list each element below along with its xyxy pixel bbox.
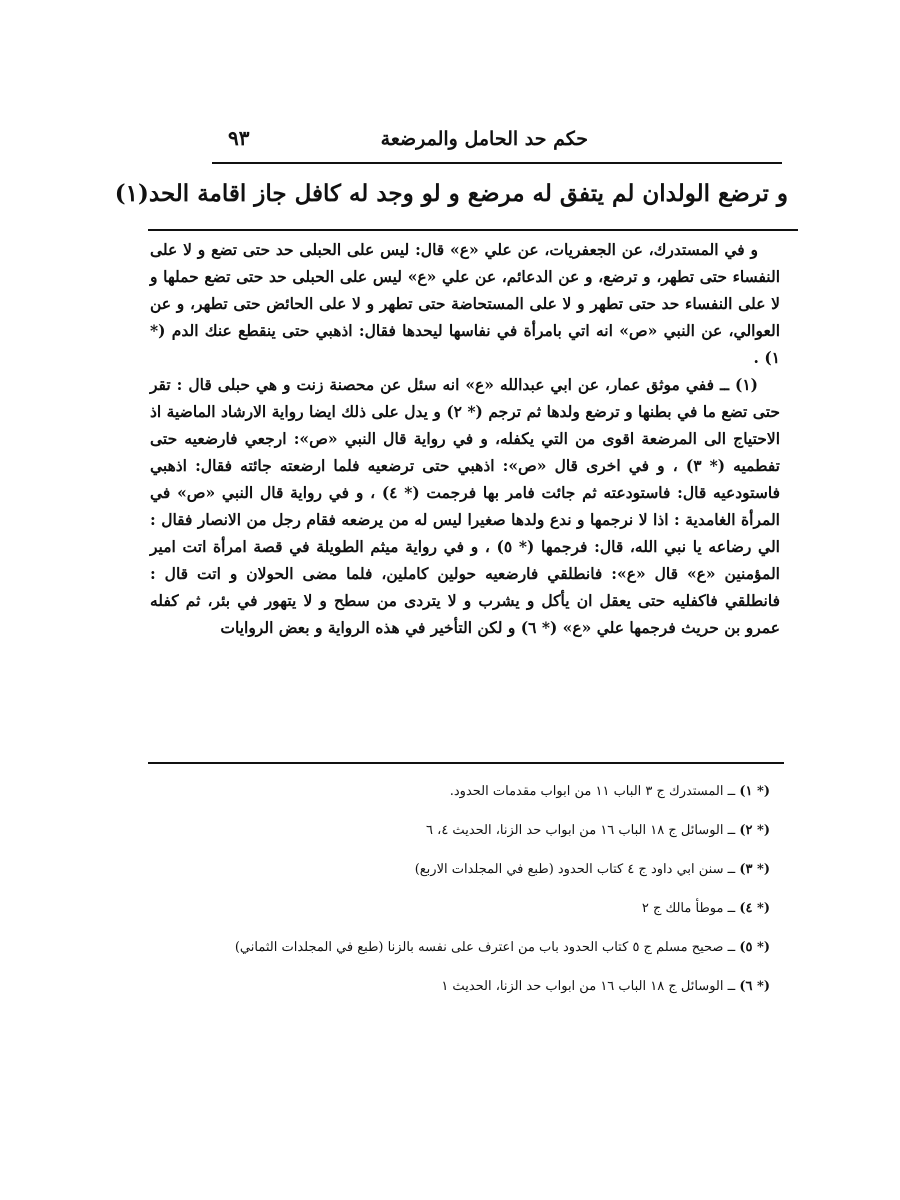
footnote-text: ــ موطأ مالك ج ٢ <box>641 901 736 916</box>
footnote-text: ــ الوسائل ج ١٨ الباب ١٦ من ابواب حد الزنا، الحديث ٤، ٦ <box>426 823 736 838</box>
page-header <box>212 126 780 160</box>
footnote-divider <box>148 762 784 764</box>
running-title: حكم حد الحامل والمرضعة <box>380 128 588 150</box>
commentary-block <box>150 236 780 641</box>
footnote <box>140 821 770 841</box>
footnote-marker: (* ٥) <box>739 940 770 955</box>
commentary-paragraph: (١) ــ ففي موثق عمار، عن ابي عبدالله «ع» انه سئل عن محصنة زنت و هي حبلى قال : تقر حتى تضع ما في بطنها و ترضع ولدها ثم ترجم (* ٢) و يدل على ذلك ايضا رواية الارشاد الماضية اذ الاحتياج الى المرضعة اقوى من التي يكفله، و في رواية قال النبي «ص»: ارجعي فارضعيه حتى تفطميه (* ٣) ، و في اخرى قال «ص»: اذهبي حتى ترضعيه فلما ارضعته جائته فقال: اذهبي فاستودعيه قال: فاستودعته ثم جائت فامر بها فرجمت (* ٤) ، و في رواية قال النبي «ص» في المرأة الغامدية : اذا لا نرجمها و ندع ولدها صغيرا ليس له من يرضعه فقام رجل من الانصار فقال : الي رضاعه يا نبي الله، قال: فرجمها (* ٥) ، و في رواية ميثم الطويلة في قصة امرأة اتت امير المؤمنين «ع» قال «ع»: فانطلقي فارضعيه حولين كاملين، فلما مضى الحولان و اتت قال : فانطلقي فاكفليه حتى يعقل ان يأكل و يشرب و لا يتردى من سطح و لا يتهور في بئر، ثم كفله عمرو بن حريث فرجمها علي «ع» (* ٦) و لكن التأخير في هذه الرواية و بعض الروايات <box>150 375 780 637</box>
commentary-paragraph: و في المستدرك، عن الجعفريات، عن علي «ع» قال: ليس على الحبلى حد حتى تضع و لا على النفساء حتى تطهر، و ترضع، و عن الدعائم، عن علي «ع» ليس على الحبلى حد حتى تضع حملها و لا على النفساء حد حتى تطهر و لا على المستحاضة حتى تطهر و لا على الحائض حتى تطهر، و عن العوالي، عن النبي «ص» انه اتي بامرأة في نفاسها ليحدها فقال: اذهبي حتى ينقطع عنك الدم (* ١) . <box>150 240 780 367</box>
footnotes-list <box>140 782 770 1016</box>
footnote-marker: (* ٢) <box>739 823 770 838</box>
footnote <box>140 899 770 919</box>
footnote <box>140 938 770 958</box>
footnote-text: ــ صحيح مسلم ج ٥ كتاب الحدود باب من اعترف على نفسه بالزنا (طبع في المجلدات الثماني) <box>234 940 736 955</box>
footnote-marker: (* ٣) <box>739 862 770 877</box>
footnote <box>140 860 770 880</box>
footnote <box>140 977 770 997</box>
main-text-divider <box>148 229 798 231</box>
footnote-marker: (* ٤) <box>739 901 770 916</box>
footnote-text: ــ الوسائل ج ١٨ الباب ١٦ من ابواب حد الزنا، الحديث ١ <box>441 979 736 994</box>
footnote-marker: (* ١) <box>739 784 770 799</box>
page-number: ٩٣ <box>228 126 250 150</box>
footnote <box>140 782 770 802</box>
footnote-text: ــ سنن ابي داود ج ٤ كتاب الحدود (طبع في المجلدات الاربع) <box>414 862 736 877</box>
header-divider <box>212 162 782 164</box>
main-text: و ترضع الولدان لم يتفق له مرضع و لو وجد له كافل جاز اقامة الحد(١) <box>114 180 788 207</box>
footnote-marker: (* ٦) <box>739 979 770 994</box>
footnote-text: ــ المستدرك ج ٣ الباب ١١ من ابواب مقدمات الحدود. <box>449 784 736 799</box>
